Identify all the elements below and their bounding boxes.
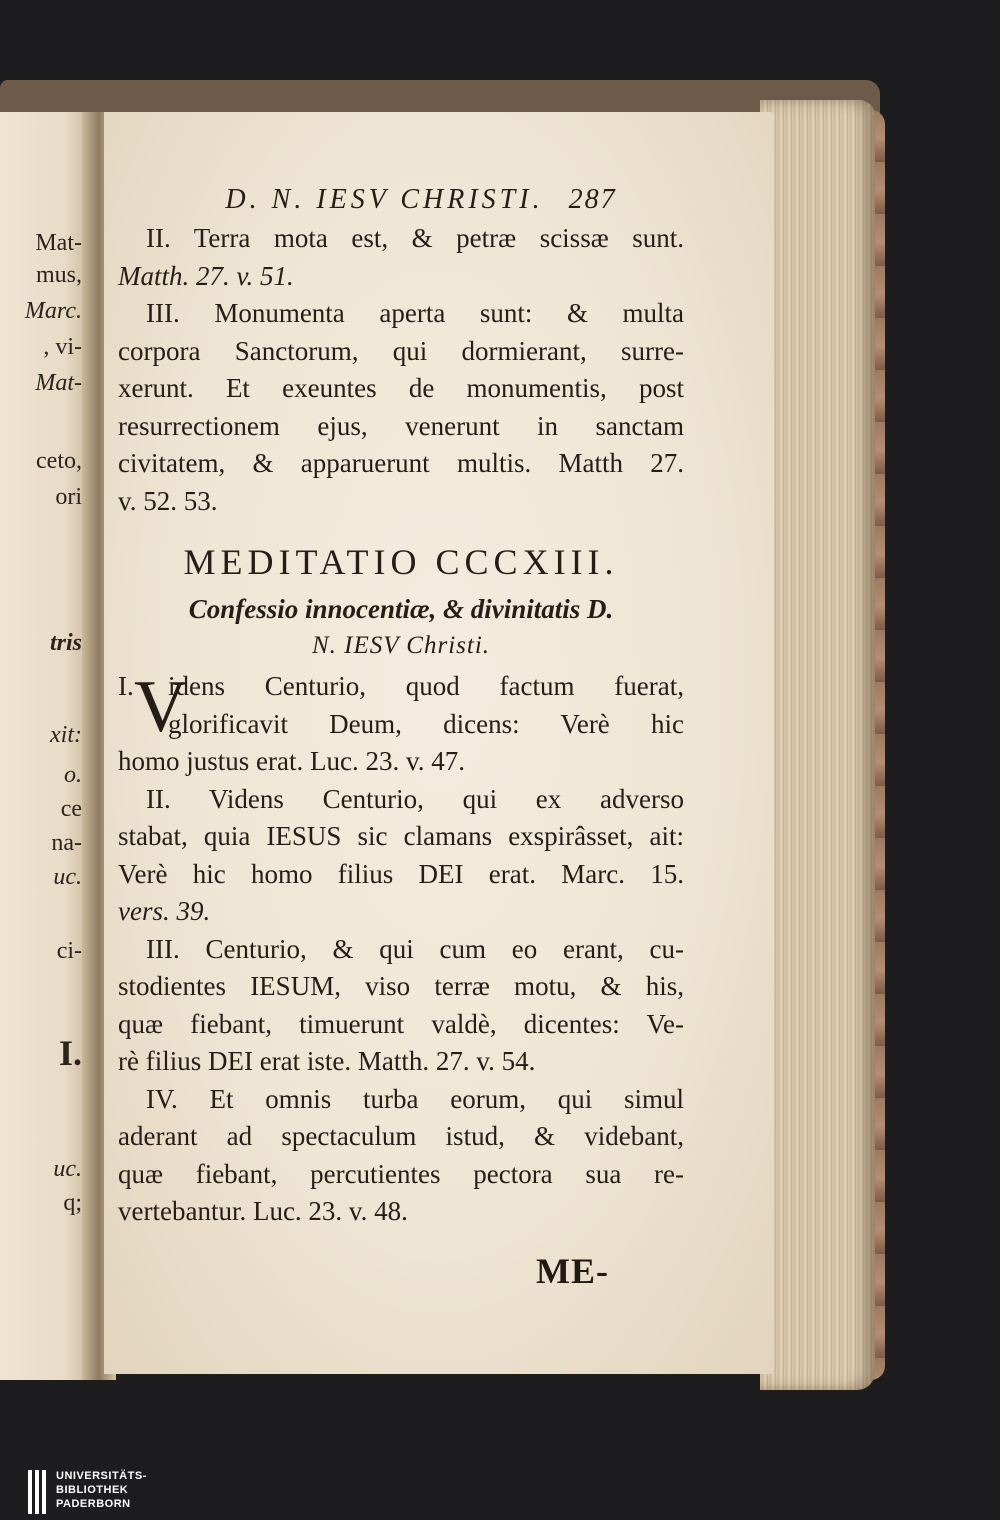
meditation-heading: MEDITATIO CCCXIII. [183, 542, 619, 582]
left-fragment: ceto, [36, 448, 82, 474]
meditation-subtitle: Confessio innocentiæ, & divinitatis D. [188, 594, 614, 624]
verse-line: quæ fiebant, percutientes pectora sua re- [118, 1158, 684, 1189]
verse-line: idens Centurio, quod factum fuerat, [168, 671, 684, 701]
verse-text: Centurio, & qui cum eo erant, cu- [205, 933, 684, 964]
library-name-line: BIBLIOTHEK [56, 1484, 129, 1496]
verse-line: xerunt. Et exeuntes de monumentis, post [118, 373, 684, 403]
left-fragment: Mat- [35, 370, 82, 396]
left-fragment: ori [55, 484, 82, 510]
left-fragment: tris [49, 630, 82, 656]
left-page-fragment [0, 112, 92, 1380]
verse-line: quæ fiebant, timuerunt valdè, dicentes: Ve- [118, 1008, 684, 1039]
left-fragment: Marc. [24, 298, 82, 324]
verse-line: vertebantur. Luc. 23. v. 48. [118, 1196, 408, 1226]
left-fragment: mus, [35, 262, 82, 288]
verse-line: homo justus erat. Luc. 23. v. 47. [118, 746, 465, 776]
verse-text: Videns Centurio, qui ex adverso [208, 783, 684, 814]
verse-line: stabat, quia IESUS sic clamans exspirâsset, ait: [118, 821, 684, 851]
running-head [118, 180, 684, 220]
library-name-line: PADERBORN [56, 1498, 131, 1510]
verse-line: v. 52. 53. [118, 485, 218, 516]
verse-number: IV. [146, 1083, 178, 1114]
verse-line: vers. 39. [118, 896, 211, 926]
left-fragment: Mat- [35, 230, 82, 256]
verse-text: Terra mota est, & petræ scissæ sunt. [193, 223, 684, 253]
page-edges [760, 100, 875, 1390]
verse-line: corpora Sanctorum, qui dormierant, surre- [118, 335, 684, 366]
left-fragment: uc. [53, 864, 82, 890]
verse-line: resurrectionem ejus, venerunt in sanctam [118, 410, 684, 441]
verse-line: glorificavit Deum, dicens: Verè hic [168, 708, 684, 739]
left-fragment: xit: [50, 722, 82, 748]
left-fragment: I. [58, 1033, 82, 1073]
left-fragment: o. [64, 762, 82, 788]
verse-number: II. [146, 223, 171, 253]
left-fragment: uc. [53, 1156, 82, 1182]
verse-number: I. [118, 671, 134, 701]
verse-text: Monumenta aperta sunt: & multa [214, 298, 684, 328]
left-fragment: , vi- [43, 334, 82, 360]
library-name-line: UNIVERSITÄTS- [56, 1470, 147, 1482]
verse-line: Matth. 27. v. 51. [118, 260, 294, 291]
page-text [118, 180, 684, 1231]
verse-line [118, 1081, 684, 1119]
first-verse [118, 666, 684, 748]
verse-line: Verè hic homo filius DEI erat. Marc. 15. [118, 858, 684, 889]
left-fragment: na- [51, 830, 82, 856]
verse-line: civitatem, & apparuerunt multis. Matth 27. [118, 448, 684, 478]
verse-text: Et omnis turba eorum, qui simul [209, 1083, 684, 1114]
verse-number: III. [146, 298, 180, 328]
running-head-title: D. N. IESV CHRISTI. [225, 184, 544, 215]
verse-line [118, 781, 684, 819]
library-footer [0, 1466, 1000, 1520]
drop-cap: V [134, 666, 188, 748]
verse-line [118, 931, 684, 969]
left-fragment: ci- [56, 938, 82, 964]
verse-line [118, 295, 684, 333]
left-fragment: ce [60, 796, 82, 822]
verse-line: stodientes IESUM, viso terræ motu, & his, [118, 971, 684, 1001]
verse-line [118, 220, 684, 258]
left-fragment: q; [63, 1190, 82, 1216]
verse-number: II. [146, 783, 171, 814]
library-name [56, 1469, 147, 1511]
catchword: ME- [536, 1251, 609, 1291]
meditation-subtitle: N. IESV Christi. [311, 632, 491, 659]
verse-line: aderant ad spectaculum istud, & videbant, [118, 1121, 684, 1151]
library-logo-icon [28, 1470, 48, 1514]
verse-number: III. [146, 933, 180, 964]
verse-line: rè filius DEI erat iste. Matth. 27. v. 54. [118, 1046, 536, 1076]
page-number: 287 [568, 184, 617, 215]
